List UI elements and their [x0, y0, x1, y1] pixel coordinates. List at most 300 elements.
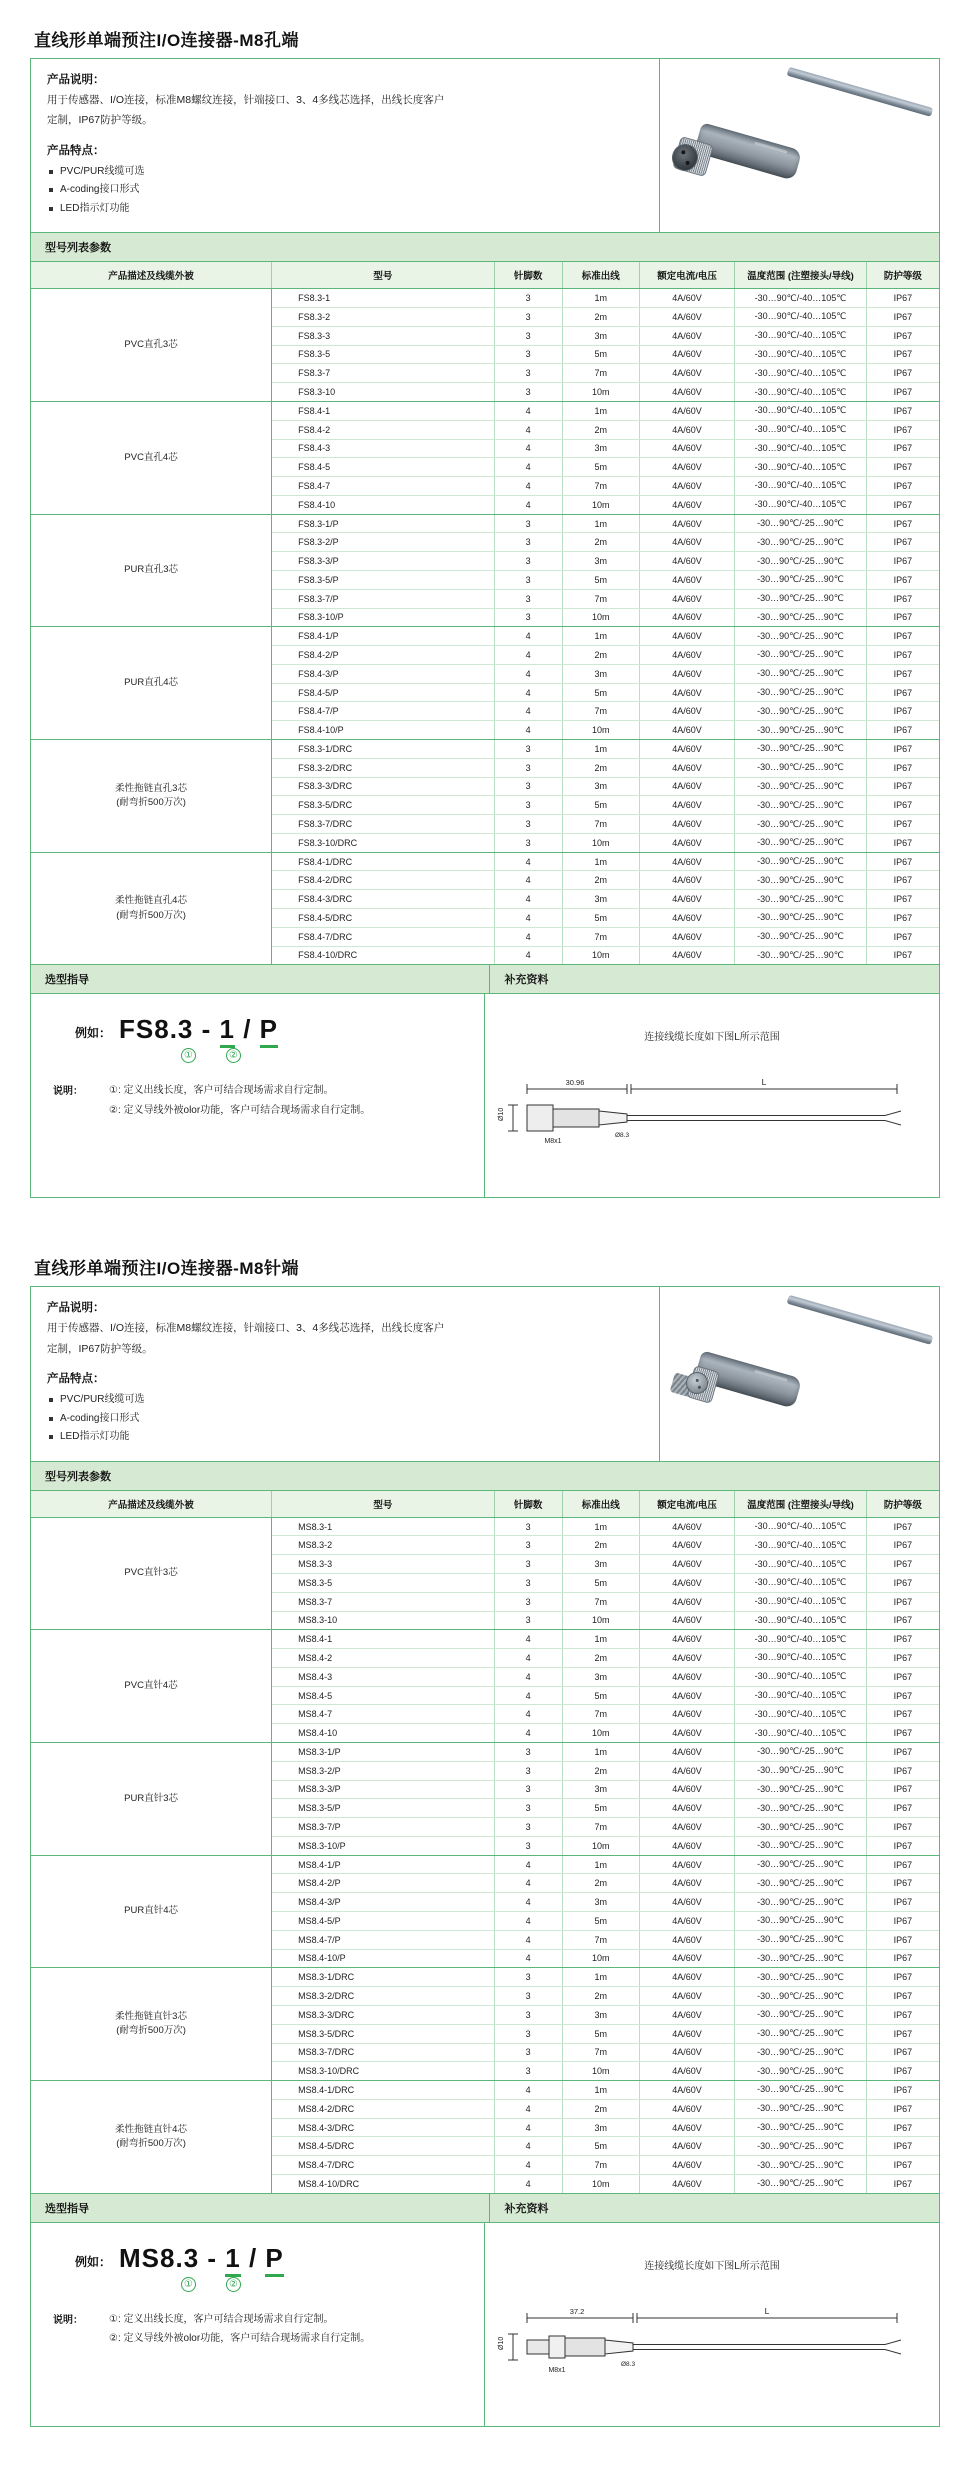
example-code: FS8.3 - 1 / P — [119, 1014, 278, 1045]
feature-item: PVC/PUR线缆可选 — [47, 1391, 645, 1410]
cell-col-1: 4 — [494, 2099, 562, 2118]
cell-col-2: 2m — [562, 2099, 639, 2118]
cell-col-5: IP67 — [866, 1724, 939, 1743]
cell-model: MS8.4-7/P — [272, 1930, 494, 1949]
cell-model: MS8.3-1/DRC — [272, 1968, 494, 1987]
cell-col-4: -30…90℃/-25…90℃ — [735, 721, 867, 740]
cell-col-1: 3 — [494, 1611, 562, 1630]
cell-col-5: IP67 — [866, 1592, 939, 1611]
cell-model: FS8.3-5/P — [272, 570, 494, 589]
page-title: 直线形单端预注I/O连接器-M8孔端 — [34, 31, 299, 50]
cell-col-1: 4 — [494, 1874, 562, 1893]
cell-col-5: IP67 — [866, 1630, 939, 1649]
cell-col-5: IP67 — [866, 1517, 939, 1536]
group-label: 柔性拖链直针4芯 (耐弯折500万次) — [31, 2081, 272, 2194]
features-list — [47, 1391, 645, 1447]
cell-col-4: -30…90℃/-25…90℃ — [735, 683, 867, 702]
cell-col-4: -30…90℃/-25…90℃ — [735, 758, 867, 777]
cell-col-1: 3 — [494, 1555, 562, 1574]
cell-model: FS8.3-5/DRC — [272, 796, 494, 815]
cell-col-3: 4A/60V — [639, 1855, 734, 1874]
table-row — [31, 289, 939, 308]
cell-col-2: 1m — [562, 401, 639, 420]
cell-col-4: -30…90℃/-25…90℃ — [735, 533, 867, 552]
cell-col-3: 4A/60V — [639, 777, 734, 796]
cell-col-2: 1m — [562, 1855, 639, 1874]
cell-col-4: -30…90℃/-40…105℃ — [735, 1517, 867, 1536]
cell-col-4: -30…90℃/-40…105℃ — [735, 420, 867, 439]
cell-col-3: 4A/60V — [639, 1968, 734, 1987]
band-spec-title: 型号列表参数 — [31, 233, 939, 262]
cell-col-5: IP67 — [866, 495, 939, 514]
product-frame — [30, 58, 940, 1198]
cell-col-3: 4A/60V — [639, 1705, 734, 1724]
cell-col-1: 4 — [494, 664, 562, 683]
cell-col-4: -30…90℃/-25…90℃ — [735, 1780, 867, 1799]
cell-model: MS8.4-2/P — [272, 1874, 494, 1893]
dim-diameter-label: Ø10 — [498, 2336, 505, 2350]
cell-col-2: 5m — [562, 1799, 639, 1818]
intro-block — [31, 1287, 939, 1461]
cell-col-2: 7m — [562, 1818, 639, 1837]
cell-col-3: 4A/60V — [639, 1912, 734, 1931]
guide-band-row — [31, 2194, 939, 2223]
cell-col-3: 4A/60V — [639, 683, 734, 702]
cell-col-3: 4A/60V — [639, 1536, 734, 1555]
product-image-panel — [659, 1287, 939, 1460]
cell-col-3: 4A/60V — [639, 946, 734, 965]
cell-col-5: IP67 — [866, 1761, 939, 1780]
cell-col-3: 4A/60V — [639, 608, 734, 627]
cell-model: FS8.3-3/P — [272, 552, 494, 571]
intro-block — [31, 59, 939, 233]
cell-col-5: IP67 — [866, 589, 939, 608]
cell-col-4: -30…90℃/-25…90℃ — [735, 2174, 867, 2193]
cell-col-1: 4 — [494, 2174, 562, 2193]
cell-col-2: 1m — [562, 627, 639, 646]
cell-col-4: -30…90℃/-25…90℃ — [735, 871, 867, 890]
cell-col-2: 2m — [562, 1987, 639, 2006]
group-label: PUR直针3芯 — [31, 1743, 272, 1856]
group-label: PUR直孔4芯 — [31, 627, 272, 740]
cell-col-1: 4 — [494, 946, 562, 965]
cell-model: FS8.4-1 — [272, 401, 494, 420]
cell-col-5: IP67 — [866, 1818, 939, 1837]
group-label: 柔性拖链直孔3芯 (耐弯折500万次) — [31, 740, 272, 853]
cell-col-4: -30…90℃/-40…105℃ — [735, 326, 867, 345]
cell-model: MS8.3-5/DRC — [272, 2024, 494, 2043]
cell-col-5: IP67 — [866, 646, 939, 665]
column-header: 产品描述及线缆外被 — [31, 1491, 272, 1518]
cell-col-5: IP67 — [866, 927, 939, 946]
cell-col-2: 5m — [562, 1573, 639, 1592]
cell-model: FS8.3-3/DRC — [272, 777, 494, 796]
cell-col-5: IP67 — [866, 1611, 939, 1630]
cell-col-5: IP67 — [866, 815, 939, 834]
supplement-panel — [485, 994, 939, 1197]
cell-col-4: -30…90℃/-25…90℃ — [735, 1761, 867, 1780]
cell-model: FS8.3-10/P — [272, 608, 494, 627]
cell-col-2: 1m — [562, 1630, 639, 1649]
cell-model: MS8.4-10/DRC — [272, 2174, 494, 2193]
cell-col-5: IP67 — [866, 702, 939, 721]
cell-col-4: -30…90℃/-25…90℃ — [735, 570, 867, 589]
cell-model: MS8.4-1/P — [272, 1855, 494, 1874]
cell-col-2: 1m — [562, 1743, 639, 1762]
cell-col-5: IP67 — [866, 2137, 939, 2156]
cell-col-1: 4 — [494, 420, 562, 439]
group-label: PVC直针3芯 — [31, 1517, 272, 1630]
description-line-1: 用于传感器、I/O连接，标准M8螺纹连接，针端接口、3、4多线芯选择，出线长度客户 — [47, 94, 445, 106]
cell-col-5: IP67 — [866, 608, 939, 627]
cell-col-5: IP67 — [866, 1874, 939, 1893]
cell-col-5: IP67 — [866, 1930, 939, 1949]
cell-col-1: 3 — [494, 552, 562, 571]
cell-col-3: 4A/60V — [639, 796, 734, 815]
cell-col-2: 5m — [562, 1912, 639, 1931]
cell-col-4: -30…90℃/-40…105℃ — [735, 495, 867, 514]
cell-col-2: 10m — [562, 2174, 639, 2193]
marker-1-icon: ① — [181, 2277, 196, 2292]
cell-col-3: 4A/60V — [639, 1949, 734, 1968]
cell-col-2: 2m — [562, 533, 639, 552]
cell-col-2: 3m — [562, 664, 639, 683]
cell-col-5: IP67 — [866, 289, 939, 308]
cell-col-4: -30…90℃/-25…90℃ — [735, 589, 867, 608]
cell-col-4: -30…90℃/-25…90℃ — [735, 852, 867, 871]
cell-col-2: 2m — [562, 646, 639, 665]
cell-col-5: IP67 — [866, 308, 939, 327]
cell-col-2: 3m — [562, 777, 639, 796]
description-line-2: 定制，IP67防护等级。 — [47, 1342, 153, 1355]
cell-col-4: -30…90℃/-25…90℃ — [735, 833, 867, 852]
cell-col-3: 4A/60V — [639, 477, 734, 496]
cell-col-3: 4A/60V — [639, 364, 734, 383]
cell-col-4: -30…90℃/-25…90℃ — [735, 946, 867, 965]
cell-col-5: IP67 — [866, 1743, 939, 1762]
cell-col-3: 4A/60V — [639, 2174, 734, 2193]
cell-col-2: 5m — [562, 458, 639, 477]
cell-col-1: 4 — [494, 1705, 562, 1724]
cell-col-3: 4A/60V — [639, 909, 734, 928]
cell-col-2: 10m — [562, 1611, 639, 1630]
column-header: 防护等级 — [866, 262, 939, 289]
cell-col-5: IP67 — [866, 1949, 939, 1968]
cell-model: MS8.4-2 — [272, 1649, 494, 1668]
cell-col-2: 1m — [562, 514, 639, 533]
guide-row — [31, 994, 939, 1197]
marker-2-icon: ② — [226, 1048, 241, 1063]
cell-col-4: -30…90℃/-25…90℃ — [735, 777, 867, 796]
cell-col-3: 4A/60V — [639, 308, 734, 327]
band-supplement-title: 补充资料 — [490, 2194, 939, 2222]
cell-col-2: 5m — [562, 2137, 639, 2156]
spec-table — [31, 262, 939, 965]
group-label: PVC直针4芯 — [31, 1630, 272, 1743]
cell-col-1: 3 — [494, 533, 562, 552]
cell-model: FS8.4-2/DRC — [272, 871, 494, 890]
cell-col-3: 4A/60V — [639, 458, 734, 477]
cell-col-4: -30…90℃/-40…105℃ — [735, 345, 867, 364]
cell-col-4: -30…90℃/-40…105℃ — [735, 1649, 867, 1668]
cell-col-3: 4A/60V — [639, 721, 734, 740]
cell-col-1: 3 — [494, 1799, 562, 1818]
cell-col-3: 4A/60V — [639, 1686, 734, 1705]
cell-col-1: 3 — [494, 777, 562, 796]
cell-col-3: 4A/60V — [639, 1555, 734, 1574]
cell-model: MS8.3-3/DRC — [272, 2005, 494, 2024]
table-header-row — [31, 262, 939, 289]
cell-model: MS8.4-5/P — [272, 1912, 494, 1931]
column-header: 标准出线 — [562, 262, 639, 289]
selection-guide-panel — [31, 2223, 485, 2426]
cell-col-3: 4A/60V — [639, 2043, 734, 2062]
cell-col-5: IP67 — [866, 852, 939, 871]
cell-col-1: 4 — [494, 1724, 562, 1743]
cell-col-4: -30…90℃/-25…90℃ — [735, 2081, 867, 2100]
cell-col-1: 3 — [494, 326, 562, 345]
cell-col-5: IP67 — [866, 533, 939, 552]
cell-col-5: IP67 — [866, 458, 939, 477]
cell-col-4: -30…90℃/-25…90℃ — [735, 2099, 867, 2118]
cell-col-5: IP67 — [866, 2174, 939, 2193]
cell-col-5: IP67 — [866, 909, 939, 928]
column-header: 针脚数 — [494, 262, 562, 289]
cell-col-4: -30…90℃/-25…90℃ — [735, 2062, 867, 2081]
page-title: 直线形单端预注I/O连接器-M8针端 — [34, 1259, 299, 1279]
cell-col-2: 7m — [562, 1592, 639, 1611]
cell-col-3: 4A/60V — [639, 1724, 734, 1743]
group-label: PUR直针4芯 — [31, 1855, 272, 1968]
cell-model: MS8.4-3 — [272, 1667, 494, 1686]
cell-col-2: 10m — [562, 1949, 639, 1968]
cell-col-5: IP67 — [866, 1573, 939, 1592]
feature-item: PVC/PUR线缆可选 — [47, 163, 645, 182]
cell-model: MS8.4-1/DRC — [272, 2081, 494, 2100]
dimension-drawing — [497, 1059, 927, 1177]
cell-col-5: IP67 — [866, 1536, 939, 1555]
cell-col-5: IP67 — [866, 1836, 939, 1855]
cell-col-1: 3 — [494, 514, 562, 533]
cell-col-3: 4A/60V — [639, 383, 734, 402]
cell-col-5: IP67 — [866, 570, 939, 589]
cell-col-5: IP67 — [866, 401, 939, 420]
cell-col-5: IP67 — [866, 721, 939, 740]
cell-model: FS8.4-7 — [272, 477, 494, 496]
note-lines — [109, 2310, 470, 2349]
cell-col-1: 4 — [494, 2081, 562, 2100]
cell-col-2: 7m — [562, 815, 639, 834]
cell-col-1: 4 — [494, 646, 562, 665]
note-label: 说明： — [53, 1086, 83, 1098]
cell-col-4: -30…90℃/-40…105℃ — [735, 439, 867, 458]
cell-model: MS8.4-5/DRC — [272, 2137, 494, 2156]
cell-col-3: 4A/60V — [639, 927, 734, 946]
cell-model: MS8.3-10 — [272, 1611, 494, 1630]
cell-col-5: IP67 — [866, 552, 939, 571]
cell-model: FS8.3-2/DRC — [272, 758, 494, 777]
cell-col-2: 5m — [562, 796, 639, 815]
cell-col-1: 3 — [494, 1592, 562, 1611]
cell-model: FS8.3-10 — [272, 383, 494, 402]
cell-col-2: 3m — [562, 1555, 639, 1574]
intro-text — [31, 1287, 659, 1460]
cell-model: FS8.3-7/P — [272, 589, 494, 608]
cell-col-3: 4A/60V — [639, 420, 734, 439]
cell-col-2: 5m — [562, 909, 639, 928]
cell-model: MS8.4-2/DRC — [272, 2099, 494, 2118]
cell-col-5: IP67 — [866, 833, 939, 852]
supplement-panel — [485, 2223, 939, 2426]
cell-model: FS8.4-1/P — [272, 627, 494, 646]
table-row — [31, 1743, 939, 1762]
cell-col-2: 3m — [562, 2005, 639, 2024]
cell-col-3: 4A/60V — [639, 2156, 734, 2175]
cell-col-1: 4 — [494, 495, 562, 514]
cell-col-2: 2m — [562, 871, 639, 890]
cell-col-1: 3 — [494, 345, 562, 364]
cell-col-2: 10m — [562, 495, 639, 514]
cell-col-4: -30…90℃/-25…90℃ — [735, 1743, 867, 1762]
group-label: 柔性拖链直孔4芯 (耐弯折500万次) — [31, 852, 272, 965]
cell-col-4: -30…90℃/-40…105℃ — [735, 1573, 867, 1592]
cell-model: FS8.4-3/DRC — [272, 890, 494, 909]
cell-col-5: IP67 — [866, 1987, 939, 2006]
cell-col-4: -30…90℃/-25…90℃ — [735, 2043, 867, 2062]
cell-col-3: 4A/60V — [639, 1630, 734, 1649]
cell-col-2: 10m — [562, 1724, 639, 1743]
cell-col-2: 1m — [562, 2081, 639, 2100]
cell-col-1: 3 — [494, 289, 562, 308]
cell-col-2: 3m — [562, 326, 639, 345]
cell-col-4: -30…90℃/-25…90℃ — [735, 552, 867, 571]
cell-col-3: 4A/60V — [639, 852, 734, 871]
marker-row — [53, 1048, 470, 1063]
cell-col-2: 5m — [562, 570, 639, 589]
guide-row — [31, 2223, 939, 2426]
column-header: 温度范围 (注塑接头/导线) — [735, 262, 867, 289]
cell-model: FS8.3-1 — [272, 289, 494, 308]
cell-col-2: 10m — [562, 946, 639, 965]
table-row — [31, 2081, 939, 2100]
example-mark-1: 1 — [220, 1014, 235, 1048]
note-block — [53, 2310, 470, 2349]
cell-col-1: 3 — [494, 308, 562, 327]
cell-col-3: 4A/60V — [639, 2081, 734, 2100]
cell-col-5: IP67 — [866, 946, 939, 965]
cell-col-4: -30…90℃/-25…90℃ — [735, 702, 867, 721]
cell-model: MS8.3-5 — [272, 1573, 494, 1592]
column-header: 额定电流/电压 — [639, 262, 734, 289]
cell-col-4: -30…90℃/-25…90℃ — [735, 1836, 867, 1855]
cell-model: FS8.4-5 — [272, 458, 494, 477]
cell-col-4: -30…90℃/-25…90℃ — [735, 1912, 867, 1931]
cell-col-4: -30…90℃/-40…105℃ — [735, 458, 867, 477]
cell-model: FS8.4-7/DRC — [272, 927, 494, 946]
description-line-1: 用于传感器、I/O连接，标准M8螺纹连接，针端接口、3、4多线芯选择，出线长度客户 — [47, 1322, 445, 1335]
connector-photo — [670, 1320, 930, 1428]
cell-col-4: -30…90℃/-25…90℃ — [735, 608, 867, 627]
table-row — [31, 627, 939, 646]
column-header: 防护等级 — [866, 1491, 939, 1518]
cell-col-3: 4A/60V — [639, 589, 734, 608]
cell-col-4: -30…90℃/-40…105℃ — [735, 364, 867, 383]
feature-item: A-coding接口形式 — [47, 1410, 645, 1429]
dim-length-label: L — [764, 2305, 770, 2316]
cell-col-1: 3 — [494, 1836, 562, 1855]
column-header: 产品描述及线缆外被 — [31, 262, 272, 289]
cell-model: FS8.4-7/P — [272, 702, 494, 721]
cell-col-4: -30…90℃/-25…90℃ — [735, 2156, 867, 2175]
cable-illustration — [786, 1295, 933, 1345]
cell-col-2: 7m — [562, 927, 639, 946]
cell-col-5: IP67 — [866, 1780, 939, 1799]
cell-col-2: 2m — [562, 420, 639, 439]
cell-col-5: IP67 — [866, 1799, 939, 1818]
cell-model: FS8.4-10 — [272, 495, 494, 514]
cell-col-5: IP67 — [866, 439, 939, 458]
cell-col-1: 3 — [494, 364, 562, 383]
cell-col-2: 7m — [562, 2043, 639, 2062]
table-row — [31, 740, 939, 759]
cell-col-5: IP67 — [866, 383, 939, 402]
cell-col-4: -30…90℃/-40…105℃ — [735, 1592, 867, 1611]
cell-col-1: 4 — [494, 890, 562, 909]
cell-model: FS8.4-10/P — [272, 721, 494, 740]
cell-col-1: 3 — [494, 1761, 562, 1780]
cell-col-1: 4 — [494, 1930, 562, 1949]
cell-col-5: IP67 — [866, 420, 939, 439]
cell-model: FS8.4-5/DRC — [272, 909, 494, 928]
cell-col-1: 3 — [494, 589, 562, 608]
note-item: ①: 定义出线长度，客户可结合现场需求自行定制。 — [109, 2313, 334, 2325]
cell-col-2: 1m — [562, 1968, 639, 1987]
cell-col-3: 4A/60V — [639, 2005, 734, 2024]
dimension-drawing — [497, 2288, 927, 2406]
description-heading: 产品说明： — [47, 1302, 105, 1315]
cell-col-3: 4A/60V — [639, 345, 734, 364]
cell-col-1: 3 — [494, 1987, 562, 2006]
cell-model: MS8.3-5/P — [272, 1799, 494, 1818]
cell-model: FS8.4-3/P — [272, 664, 494, 683]
cell-col-3: 4A/60V — [639, 1874, 734, 1893]
cell-col-2: 10m — [562, 721, 639, 740]
cell-col-4: -30…90℃/-40…105℃ — [735, 308, 867, 327]
cell-model: FS8.4-5/P — [272, 683, 494, 702]
cell-col-5: IP67 — [866, 1855, 939, 1874]
band-guide-title: 选型指导 — [31, 965, 490, 993]
cell-col-4: -30…90℃/-40…105℃ — [735, 383, 867, 402]
cell-col-4: -30…90℃/-25…90℃ — [735, 740, 867, 759]
cell-col-2: 3m — [562, 439, 639, 458]
cell-col-2: 10m — [562, 608, 639, 627]
cell-col-2: 5m — [562, 2024, 639, 2043]
cell-col-2: 1m — [562, 740, 639, 759]
feature-item: LED指示灯功能 — [47, 1428, 645, 1447]
note-item: ②: 定义导线外被olor功能，客户可结合现场需求自行定制。 — [109, 1104, 371, 1116]
cell-col-4: -30…90℃/-25…90℃ — [735, 2118, 867, 2137]
cell-col-2: 10m — [562, 383, 639, 402]
cell-col-5: IP67 — [866, 2118, 939, 2137]
cell-col-1: 3 — [494, 383, 562, 402]
cell-col-5: IP67 — [866, 1667, 939, 1686]
cell-col-5: IP67 — [866, 2005, 939, 2024]
cell-col-5: IP67 — [866, 2099, 939, 2118]
band-spec-title: 型号列表参数 — [31, 1462, 939, 1491]
cell-model: FS8.3-2 — [272, 308, 494, 327]
column-header: 型号 — [272, 262, 494, 289]
cell-col-1: 4 — [494, 852, 562, 871]
